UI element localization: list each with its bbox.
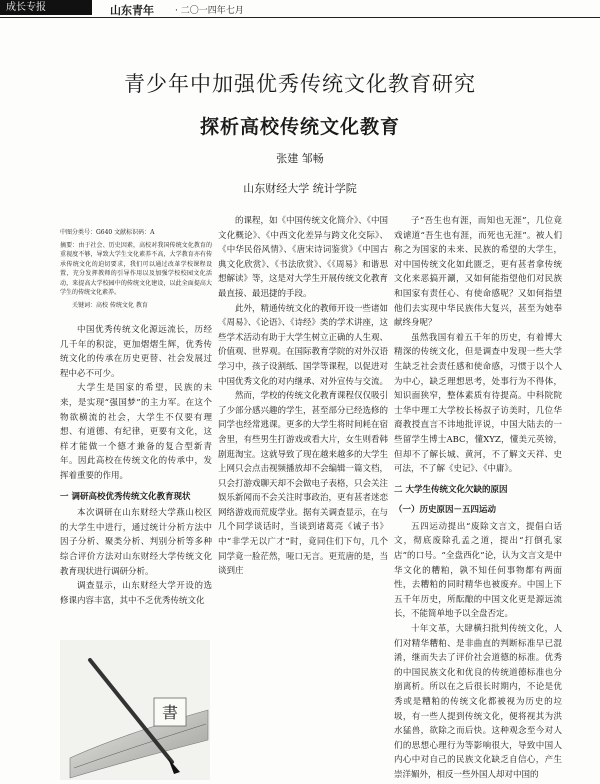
- column-3: [394, 214, 562, 784]
- paragraph: 此外，精通传统文化的教师开设一些诸如《周易》、《论语》、《诗经》类的学术讲座，这些学术活动有助于大学生树立正确的人生观、价值观、世界观。在国际教育学院的对外汉语学习中，孩子设割纸、国学等课程，以促进对中国优秀文化的对内继承、对外宣传与交流。: [218, 303, 388, 387]
- subsection-heading: （一）历史原因－五四运动: [394, 505, 497, 516]
- paragraph: 的课程，如《中国传统文化简介》、《中国文化概论》、《中西文化差异与跨文化交际》、《中华民俗风情》、《唐宋诗词鉴赏》《中国古典文化欣赏》、《书法欣赏》、《《周易》和谐思想解读》等，这是对大学生开展传统文化教育最直接、最迅捷的手段。: [218, 216, 388, 299]
- section-heading: 一 调研高校优秀传统文化教育现状: [60, 491, 191, 502]
- stamp-character: 書: [161, 703, 179, 722]
- paragraph: 十年文革，大肆横扫批判传统文化，人们对精华糟粕、是非曲直的判断标准早已混淆，继而失去了评价社会道德的标准。优秀的中国民族文化和优良的传统道德标准也分崩离析。所以在之后很长时期内，不论是优秀或是糟粕的传统文化都被视为历史的垃圾，有一些人提到传统文化，便将视其为洪水猛兽，欲除之而后快。这种观念至今对人们的思想心理行为等影响很大，导致中国人内心中对自己的民族文化缺乏自信心，产生崇洋媚外，相反一些外国人却对中国的: [394, 624, 562, 780]
- column-2: [218, 214, 388, 769]
- issue-date: · 二〇一四年七月: [175, 6, 244, 16]
- affiliation: 山东财经大学 统计学院: [243, 182, 357, 195]
- paragraph: 然而，学校的传统文化教育课程仅仅吸引了少部分感兴趣的学生，甚至部分已经选修的同学也经常逃课。更多的大学生将时间耗在宿舍里，有些男生打游戏或看大片，女生则看韩剧逛淘宝。这就导致了现在越来越多的大学生上网只会点击视频播放却不会编辑一篇文档，只会打游戏聊天却不会做电子表格，只会关注娱乐新闻而不会关注时事政治，更有甚者迷恋网络游戏而荒废学业。据有关调查显示，在与几个同学谈话时，当谈到诸葛亮《诫子书》中“非学无以广才”时，竟同住们下句，几个同学竟一脸茫然，哑口无言。更荒唐的是，当谈到庄: [218, 391, 388, 577]
- keywords: 关键词：高校 传统文化 教育: [72, 301, 148, 309]
- article-meta: [60, 228, 212, 310]
- classification: 中图分类号：G640 文献标识码：A: [60, 229, 155, 236]
- abstract: 摘要：由于社会、历史因素，高校对我国传统文化教育的重视度不够，导致大学生文化素养不高，大学教育亦有传承传统文化的迫切要求，我们可以通过改革学校课程设置，充分发挥教师的引导作用以及加强学校校园文化活动，来提高大学校园中的传统文化建设，以此全面提高大学生的传统文化素养。: [60, 241, 212, 296]
- authors: 张建 邹畅: [276, 152, 324, 165]
- article-title: 青少年中加强优秀传统文化教育研究: [124, 72, 476, 96]
- section-tag: 成长专报: [0, 0, 92, 15]
- paragraph: 本次调研在山东财经大学燕山校区的大学生中进行，通过统计分析方法中因子分析、聚类分析、判别分析等多种综合评价方法对山东财经大学传统文化教育现状进行调研分析。: [60, 508, 212, 577]
- journal-name: 山东青年: [110, 4, 154, 17]
- brush-scroll-illustration: [60, 640, 210, 780]
- paragraph: 五四运动提出“废除文言文，提倡白话文，彻底废除孔孟之道，提出“打倒孔家店”的口号。“全盘西化”论，认为文言文是中华文化的糟粕，孰不知任何事物都有两面性，去糟粕的同时精华也被废弃。中国上下五千年历史，所酝酿的中国文化更是源远流长，不能简单地予以全盘否定。: [394, 521, 562, 620]
- article-subtitle: 探析高校传统文化教育: [199, 116, 400, 138]
- paragraph: 虽然我国有着五千年的历史，有着博大精深的传统文化，但是调查中发现一些大学生缺乏社会责任感和使命感，习惯于以个人为中心，缺乏理想思考，处事行为不得体，知识面狭窄，整体素质有待提高。中科院院士华中理工大学校长杨叔子访美时，几位华裔教授直言不讳地批评说，中国大陆去的一些留学生博士ABC，懂XYZ，懂美元英镑，但却不了解长城、黄河，不了解文天祥、史可法，不了解《史记》、《中庸》。: [394, 332, 562, 475]
- section-heading: 二 大学生传统文化欠缺的原因: [394, 484, 508, 495]
- paragraph: 调查显示，山东财经大学开设的选修课内容丰富，其中不乏优秀传统文化: [60, 581, 212, 606]
- paragraph: 大学生是国家的希望，民族的未来，是实现“强国梦”的主力军。在这个物欲横流的社会，大学生不仅要有理想、有道德、有纪律，更要有文化，这样才能做一个德才兼备的复合型新青年。因此高校在传统文化的传承中，发挥着重要的作用。: [60, 383, 212, 481]
- paragraph: 中国优秀传统文化源远流长，历经几千年的积淀，更加熠熠生辉，优秀传统文化的传承在历史更替、社会发展过程中必不可少。: [60, 325, 212, 379]
- header-rule: [0, 17, 600, 18]
- paragraph: 子“吾生也有涯，而知也无涯”，几位竟戏谑道“吾生也有涯，而死也无涯”。被人们称之为国家的未来、民族的希望的大学生，对中国传统文化如此匮乏，更有甚者拿传统文化来恶搞开涮，又如何能指望他们对民族和国家有责任心、有使命感呢？又如何指望他们去实现中华民族伟大复兴，甚至为她奉献终身呢？: [394, 216, 562, 329]
